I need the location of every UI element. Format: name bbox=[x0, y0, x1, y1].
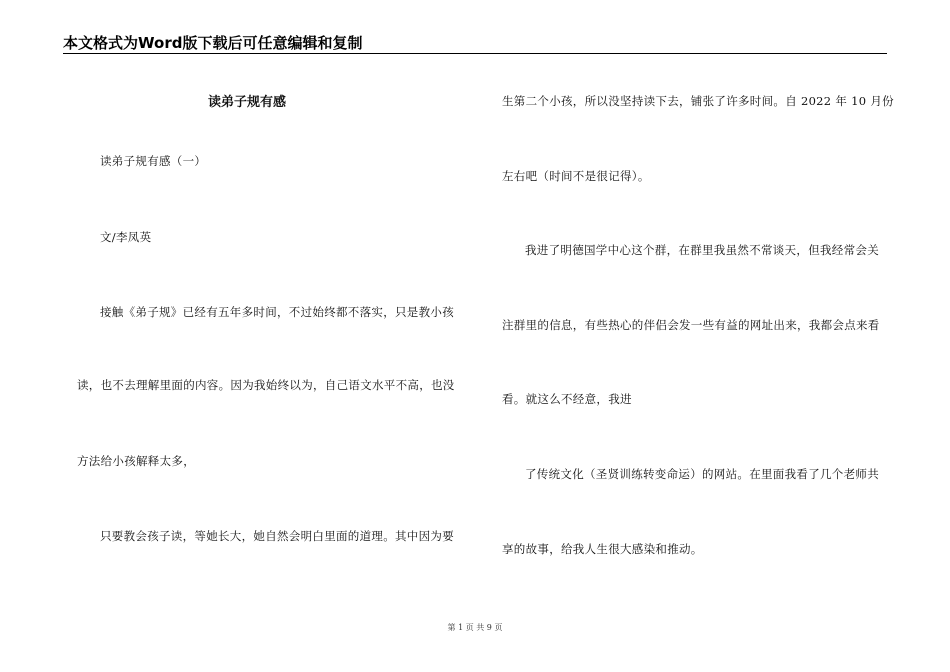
document-banner: 本文格式为Word版下载后可任意编辑和复制 bbox=[63, 34, 363, 52]
left-line-5: 方法给小孩解释太多， bbox=[77, 454, 195, 468]
right-line-5: 看。就这么不经意，我进 bbox=[502, 392, 632, 406]
page-number: 第 1 页 共 9 页 bbox=[447, 623, 503, 632]
right-line-1: 生第二个小孩，所以没坚持读下去，铺张了许多时间。自 2022 年 10 月份 bbox=[502, 94, 894, 108]
right-line-6: 了传统文化（圣贤训练转变命运）的网站。在里面我看了几个老师共 bbox=[525, 467, 879, 481]
right-line-2: 左右吧（时间不是很记得）。 bbox=[502, 169, 650, 183]
right-line-4: 注群里的信息，有些热心的伴侣会发一些有益的网址出来，我都会点来看 bbox=[502, 318, 880, 332]
right-line-7: 享的故事，给我人生很大感染和推动。 bbox=[502, 542, 703, 556]
document-title: 读弟子规有感 bbox=[208, 95, 287, 110]
left-line-2: 文/李凤英 bbox=[100, 230, 152, 244]
left-line-4: 读，也不去理解里面的内容。因为我始终以为，自己语文水平不高，也没 bbox=[77, 378, 455, 392]
left-line-1: 读弟子规有感（一） bbox=[100, 154, 207, 168]
header-rule bbox=[63, 53, 887, 54]
left-line-3: 接触《弟子规》已经有五年多时间，不过始终都不落实，只是教小孩 bbox=[100, 305, 454, 319]
left-line-6: 只要教会孩子读，等她长大，她自然会明白里面的道理。其中因为要 bbox=[100, 529, 454, 543]
right-line-3: 我进了明德国学中心这个群，在群里我虽然不常谈天，但我经常会关 bbox=[525, 243, 879, 257]
